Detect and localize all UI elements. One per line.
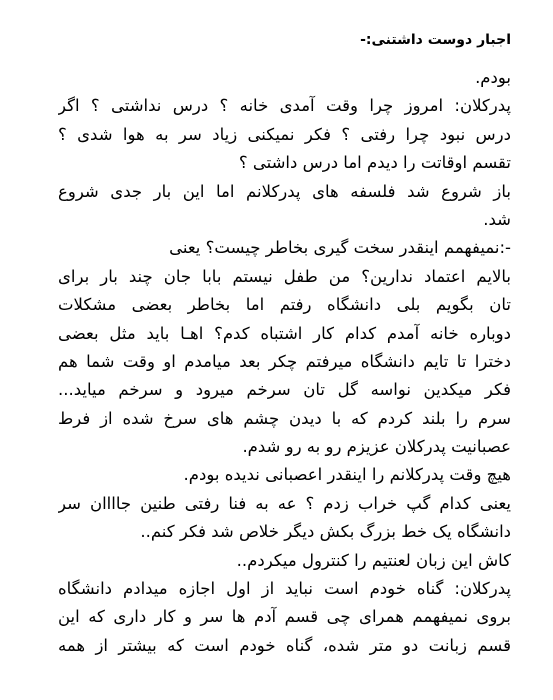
text-line: کاش این زبان لعنتیم را کنترول میکردم.. — [236, 550, 511, 570]
text-line: دخترا تا تایم دانشگاه میرفتم چکر بعد میامدم او وقت شما هم — [58, 351, 511, 371]
text-line: یعنی کدام گپ خراب زدم ؟ عه به فنا رفتی طنین جاااان سر — [58, 493, 511, 513]
text-line: باز شروع شد فلسفه های پدرکلانم اما این بار جدی شروع — [58, 181, 511, 201]
text-line: دوباره خانه آمدم کدام کار اشتباه کدم؟ اهـا باید مثل بعضی — [58, 323, 511, 343]
text-line: درس نبود چرا رفتی ؟ فکر نمیکنی زیاد سر به هوا شدی ؟ — [58, 124, 511, 144]
text-line: تقسم اوقاتت را دیدم اما درس داشتی ؟ — [238, 153, 511, 173]
text-line: شد. — [483, 209, 511, 229]
text-line: فکر میکدین نواسه گل تان سرخم میرود و سرخم میاید... — [58, 380, 511, 400]
text-line: پدرکلان: گناه خودم است نباید از اول اجازه میدادم دانشگاه — [58, 579, 511, 599]
body-text — [58, 64, 511, 660]
text-line: بالایم اعتماد ندارین؟ من طفل نیستم بابا جان چند بار برای — [58, 266, 511, 286]
text-line: بودم. — [475, 68, 511, 87]
text-line: -:نمیفهمم اینقدر سخت گیری بخاطر چیست؟ یعنی — [169, 238, 511, 258]
text-line: سرم را بلند کردم که با دیدن چشم های سرخ شده از فرط — [58, 408, 511, 428]
text-line: دانشگاه یک خط بزرگ بکش دیگر خلاص شد فکر کنم.. — [140, 522, 511, 542]
text-line: قسم زبانت دو متر شده، گناه خودم است که بیشتر از همه — [58, 635, 511, 655]
text-line: عصبانیت پدرکلان عزیزم رو به رو شدم. — [242, 437, 511, 457]
chapter-title: اجبار دوست داشتنی:- — [360, 32, 511, 48]
text-line: هیچ وقت پدرکلانم را اینقدر اعصبانی ندیده بودم. — [183, 465, 511, 485]
text-line: پدرکلان: امروز چرا وقت آمدی خانه ؟ درس نداشتی ؟ اگر — [58, 96, 511, 116]
text-line: تان بگویم بلی دانشگاه رفتم اما بخاطر بعضی مشکلات — [58, 295, 511, 315]
text-line: بروی نمیفهمم همرای چی قسم آدم ها سر و کار داری که این — [58, 607, 511, 627]
